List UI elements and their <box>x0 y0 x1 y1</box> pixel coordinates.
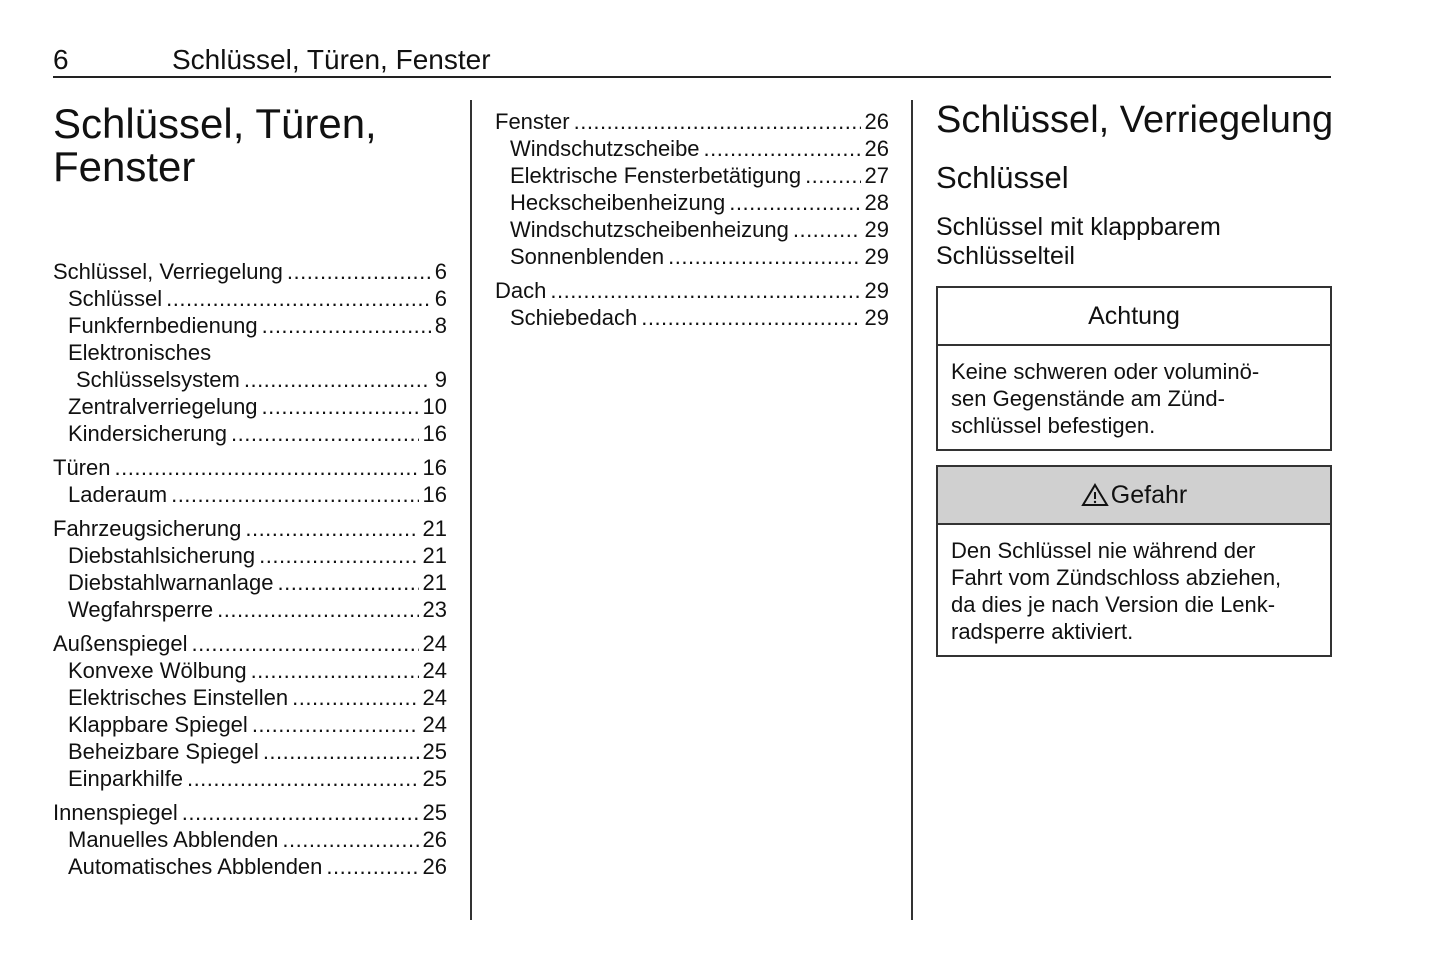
dot-leader <box>262 312 431 339</box>
toc-entry-page: 10 <box>422 394 447 419</box>
toc-entry-page: 28 <box>864 190 889 215</box>
toc-entry[interactable] <box>53 542 447 569</box>
toc-entry-label: Fahrzeugsicherung <box>53 516 242 541</box>
toc-entry[interactable] <box>53 596 447 623</box>
toc-entry[interactable] <box>53 312 447 339</box>
toc-entry-page: 8 <box>434 313 447 338</box>
toc-entry[interactable] <box>53 393 447 420</box>
warning-triangle-icon <box>1081 483 1109 507</box>
toc-entry-page: 24 <box>422 685 447 710</box>
dot-leader <box>182 799 419 826</box>
toc-entry-label: Automatisches Abblenden <box>68 854 323 879</box>
toc-entry[interactable] <box>53 853 447 880</box>
toc-entry-page: 16 <box>422 421 447 446</box>
dot-leader <box>805 162 860 189</box>
dot-leader <box>277 569 418 596</box>
chapter-title: Schlüssel, Türen, Fenster <box>53 100 377 190</box>
toc-entry[interactable] <box>53 630 447 657</box>
toc-entry-label: Schlüssel, Verriegelung <box>53 259 283 284</box>
toc-entry-page: 21 <box>422 516 447 541</box>
subsection-heading: Schlüssel <box>936 160 1069 195</box>
toc-entry-page: 6 <box>434 259 447 284</box>
dot-leader <box>187 765 419 792</box>
toc-entry-page: 25 <box>422 739 447 764</box>
toc-entry-label: Außenspiegel <box>53 631 188 656</box>
dot-leader <box>251 657 419 684</box>
toc-group <box>495 108 889 270</box>
toc-entry-label: Manuelles Abblenden <box>68 827 279 852</box>
toc-entry-label: Türen <box>53 455 111 480</box>
dot-leader <box>668 243 860 270</box>
toc-entry-page: 26 <box>864 109 889 134</box>
toc-entry-page: 16 <box>422 455 447 480</box>
dot-leader <box>217 596 418 623</box>
column-divider <box>470 100 472 920</box>
dot-leader <box>282 826 418 853</box>
caution-text <box>938 346 1330 449</box>
toc-entry-page: 29 <box>864 278 889 303</box>
toc-entry[interactable] <box>53 799 447 826</box>
danger-line: da dies je nach Version die Lenk- <box>951 592 1276 617</box>
toc-entry-page: 16 <box>422 482 447 507</box>
caution-title: Achtung <box>938 288 1330 346</box>
toc-entry-page: 29 <box>864 217 889 242</box>
toc-entry[interactable] <box>495 135 889 162</box>
subsubsection-heading: Schlüssel mit klappbarem Schlüsselteil <box>936 213 1221 270</box>
toc-entry-label: Schiebedach <box>510 305 638 330</box>
toc-entry-label: Wegfahrsperre <box>68 597 214 622</box>
toc-entry[interactable] <box>53 738 447 765</box>
dot-leader <box>793 216 861 243</box>
toc-entry-page: 24 <box>422 712 447 737</box>
toc-group <box>495 277 889 331</box>
toc-entry-label: Beheizbare Spiegel <box>68 739 259 764</box>
dot-leader <box>171 481 418 508</box>
toc-entry[interactable] <box>53 657 447 684</box>
page-number: 6 <box>53 44 69 75</box>
danger-line: Den Schlüssel nie während der <box>951 538 1256 563</box>
toc-entry-label: Zentralverriegelung <box>68 394 258 419</box>
toc-entry[interactable] <box>53 711 447 738</box>
toc-entry[interactable] <box>53 826 447 853</box>
toc-entry-label: Diebstahlsicherung <box>68 543 256 568</box>
header-rule <box>53 76 1331 78</box>
toc-group <box>53 630 447 792</box>
dot-leader <box>244 366 431 393</box>
toc-entry[interactable] <box>495 108 889 135</box>
dot-leader <box>252 711 419 738</box>
toc-entry-label: Elektrisches Einstellen <box>68 685 289 710</box>
dot-leader <box>263 738 419 765</box>
toc-entry-label: Klappbare Spiegel <box>68 712 248 737</box>
danger-title: Gefahr <box>1110 480 1188 509</box>
toc-entry-page: 27 <box>864 163 889 188</box>
toc-entry-label: Windschutzscheibe <box>510 136 700 161</box>
dot-leader <box>550 277 860 304</box>
dot-leader <box>259 542 418 569</box>
dot-leader <box>704 135 861 162</box>
toc-group <box>53 515 447 623</box>
toc-entry-label: Laderaum <box>68 482 168 507</box>
column-divider <box>911 100 913 920</box>
caution-line: schlüssel befestigen. <box>951 413 1156 438</box>
danger-line: radsperre aktiviert. <box>951 619 1134 644</box>
running-header-title: Schlüssel, Türen, Fenster <box>172 44 491 75</box>
toc-entry[interactable] <box>495 277 889 304</box>
toc-entry[interactable] <box>53 454 447 481</box>
toc-entry[interactable] <box>495 304 889 331</box>
toc-group <box>53 799 447 880</box>
dot-leader <box>574 108 861 135</box>
table-of-contents-col2 <box>495 108 889 338</box>
toc-entry[interactable] <box>53 515 447 542</box>
toc-entry[interactable] <box>53 258 447 285</box>
danger-header <box>938 467 1330 525</box>
dot-leader <box>231 420 419 447</box>
danger-text <box>938 525 1330 655</box>
toc-entry-page: 6 <box>434 286 447 311</box>
toc-entry-label: Elektrische Fensterbetätigung <box>510 163 802 188</box>
toc-entry-page: 26 <box>864 136 889 161</box>
toc-entry-label: Diebstahlwarnanlage <box>68 570 274 595</box>
toc-entry-page: 25 <box>422 800 447 825</box>
toc-entry-page: 29 <box>864 244 889 269</box>
toc-entry[interactable] <box>53 366 447 393</box>
toc-group <box>53 454 447 508</box>
dot-leader <box>326 853 418 880</box>
caution-box <box>936 286 1332 451</box>
toc-entry[interactable] <box>495 162 889 189</box>
toc-entry-page: 26 <box>422 854 447 879</box>
danger-box <box>936 465 1332 657</box>
toc-entry-page: 9 <box>434 367 447 392</box>
toc-entry[interactable] <box>53 569 447 596</box>
toc-entry-label[interactable]: Elektronisches <box>68 340 212 365</box>
dot-leader <box>729 189 860 216</box>
toc-entry[interactable] <box>495 189 889 216</box>
toc-entry-label: Kindersicherung <box>68 421 227 446</box>
toc-entry-page: 26 <box>422 827 447 852</box>
toc-entry-page: 25 <box>422 766 447 791</box>
toc-entry-label: Sonnenblenden <box>510 244 665 269</box>
toc-entry-page: 24 <box>422 631 447 656</box>
toc-entry-label: Innenspiegel <box>53 800 178 825</box>
dot-leader <box>114 454 418 481</box>
table-of-contents-col1 <box>53 258 447 887</box>
toc-entry-label: Fenster <box>495 109 570 134</box>
toc-entry[interactable] <box>495 216 889 243</box>
toc-entry[interactable] <box>53 765 447 792</box>
toc-entry-label: Konvexe Wölbung <box>68 658 247 683</box>
toc-entry-label: Heckscheibenheizung <box>510 190 726 215</box>
dot-leader <box>262 393 419 420</box>
toc-entry-label: Einparkhilfe <box>68 766 183 791</box>
toc-entry[interactable] <box>53 285 447 312</box>
toc-entry-label: Schlüsselsystem <box>76 367 240 392</box>
toc-entry-page: 21 <box>422 570 447 595</box>
toc-entry[interactable] <box>53 420 447 447</box>
dot-leader <box>292 684 418 711</box>
toc-entry-label: Schlüssel <box>68 286 163 311</box>
toc-entry[interactable] <box>53 481 447 508</box>
toc-entry-page: 29 <box>864 305 889 330</box>
toc-entry-label: Windschutzscheibenheizung <box>510 217 789 242</box>
dot-leader <box>166 285 431 312</box>
toc-entry-label: Dach <box>495 278 547 303</box>
toc-entry-page: 21 <box>422 543 447 568</box>
dot-leader <box>245 515 418 542</box>
dot-leader <box>192 630 419 657</box>
caution-line: Keine schweren oder voluminö- <box>951 359 1260 384</box>
section-heading: Schlüssel, Verriegelung <box>936 99 1334 141</box>
toc-entry-page: 24 <box>422 658 447 683</box>
caution-line: sen Gegenstände am Zünd- <box>951 386 1225 411</box>
toc-group <box>53 258 447 447</box>
toc-entry[interactable] <box>495 243 889 270</box>
toc-entry[interactable] <box>53 684 447 711</box>
dot-leader <box>641 304 860 331</box>
danger-line: Fahrt vom Zündschloss abziehen, <box>951 565 1282 590</box>
toc-entry-page: 23 <box>422 597 447 622</box>
toc-entry-label: Funkfernbedienung <box>68 313 258 338</box>
dot-leader <box>287 258 431 285</box>
